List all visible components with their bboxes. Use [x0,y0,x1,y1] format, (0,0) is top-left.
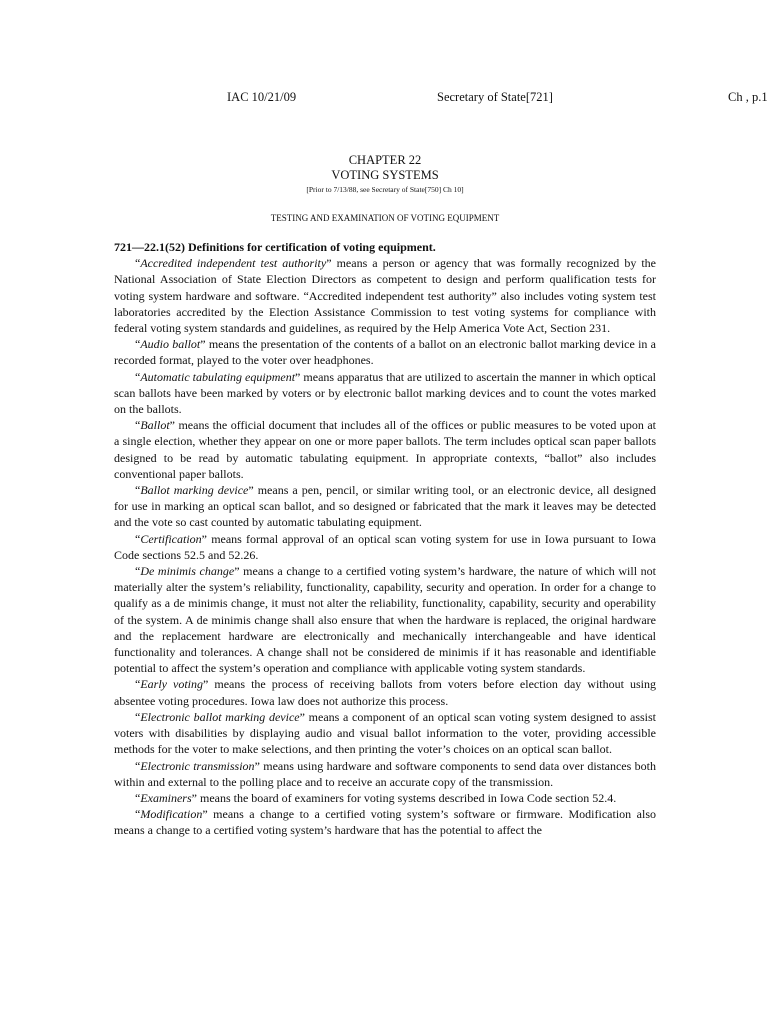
definition-term: Audio ballot [140,337,201,352]
definition-paragraph: “Ballot marking device” means a pen, pencil, or similar writing tool, or an electronic device, all designed for use in marking an optical scan ballot, and so designed or fabricated that the mark it leaves may be detected and the vote so cast counted by automatic tabulating equipment. [114,483,656,530]
definition-text: means the process of receiving ballots from voters before election day without using absentee voting procedures. Iowa law does not authorize this process. [114,677,657,708]
definition-term: Electronic ballot marking device [140,709,300,724]
running-header-agency: Secretary of State[721] [437,90,553,104]
chapter-history-note: [Prior to 7/13/88, see Secretary of State[750] Ch 10] [306,185,464,194]
definition-term: De minimis change [140,564,235,579]
definition-term: Ballot [140,418,170,433]
definition-paragraph: “Modification” means a change to a certified voting system’s software or firmware. Modification also means a change to a certified voting system’s hardware that has the potential to affect the [114,807,656,838]
definition-text: means a change to a certified voting system’s software or firmware. Modification also means a change to a certified voting system’s hardware that has the potential to affect the [114,807,656,838]
definition-text: means using hardware and software components to send data over distances both within and external to the polling place and to receive an accurate copy of the transmission. [114,758,656,789]
rule-title: 721—22.1(52) Definitions for certification of voting equipment. [114,240,436,254]
definition-term: Modification [140,807,203,822]
definition-text: means the presentation of the contents of a ballot on an electronic ballot marking device in a recorded format, played to the voter over headphones. [114,337,656,368]
section-heading: TESTING AND EXAMINATION OF VOTING EQUIPMENT [270,213,500,223]
definition-paragraph: “Electronic ballot marking device” means a component of an optical scan voting system designed to assist voters with disabilities by displaying audio and visual ballot information to the voter, providing accessible methods for the voter to make selections, and then printing the voter’s choices on an optical scan ballot. [114,709,657,757]
definition-text: means a pen, pencil, or similar writing tool, or an electronic device, all designed for use in marking an optical scan ballot, and so designed or fabricated that the mark it leaves may be detected and the vote so cast counted by automatic tabulating equipment. [114,483,656,530]
definition-term: Electronic transmission [140,758,255,773]
definition-paragraph: “Certification” means formal approval of an optical scan voting system for use in Iowa pursuant to Iowa Code sections 52.5 and 52.26. [114,531,656,562]
definition-text: means a component of an optical scan voting system designed to assist voters with disabilities by displaying audio and visual ballot information to the voter, providing accessible methods for the voter to make selections, and then printing the voter’s choices on an optical scan ballot. [114,709,657,757]
definition-text: means a change to a certified voting system’s hardware, the nature of which will not materially alter the system’s reliability, functionality, capability, security and operation. In order for a change to qualify as a de minimis change, it must not alter the reliability, functionality, capability, security and operability of the system. A de minimis change shall also ensure that when the hardware is replaced, the original hardware and the replacement hardware are electronically and mechanically interchangeable and have identical functionality and tolerances. A change shall not be considered de minimis if it has reasonable and identifiable potential to affect the system’s operation and compliance with applicable voting system standards. [114,564,657,676]
chapter-number: CHAPTER 22 [348,153,422,167]
definition-term: Accredited independent test authority [140,256,327,271]
definition-paragraph: “Automatic tabulating equipment” means apparatus that are utilized to ascertain the manner in which optical scan ballots have been marked by voters or by electronic ballot marking devices and to count the votes marked on the ballots. [114,369,656,417]
definition-text: means the official document that includes all of the offices or public measures to be voted upon at a single election, whether they appear on one or more paper ballots. The term includes optical scan paper ballots designed to be read by automatic tabulating equipment. In appropriate contexts, “ballot” also includes conventional paper ballots. [114,418,656,481]
running-header-date: IAC 10/21/09 [227,90,297,104]
definition-paragraph: “Ballot” means the official document that includes all of the offices or public measures to be voted upon at a single election, whether they appear on one or more paper ballots. The term includes optical scan paper ballots designed to be read by automatic tabulating equipment. In appropriate contexts, “ballot” also includes conventional paper ballots. [114,418,656,481]
definition-term: Examiners [140,790,192,805]
definition-text: means apparatus that are utilized to ascertain the manner in which optical scan ballots have been marked by voters or by electronic ballot marking devices and to count the votes marked on the ballots. [114,369,656,417]
definition-text: means a person or agency that was formally recognized by the National Association of State Election Directors as competent to design and perform qualification tests for voting system hardware and software. “Accredited independent test authority” also includes voting system test laboratories accredited by the Election Assistance Commission to test voting systems for compliance with federal voting system standards and guidelines, as required by the Help America Vote Act, Section 231. [114,256,656,336]
definition-paragraph: “Electronic transmission” means using hardware and software components to send data over distances both within and external to the polling place and to receive an accurate copy of the transmission. [114,758,656,789]
definition-text: means the board of examiners for voting systems described in Iowa Code section 52.4. [196,790,617,805]
definition-paragraph: “Accredited independent test authority” means a person or agency that was formally recognized by the National Association of State Election Directors as competent to design and perform qualification tests for voting system hardware and software. “Accredited independent test authority” also includes voting system test laboratories accredited by the Election Assistance Commission to test voting systems for compliance with federal voting system standards and guidelines, as required by the Help America Vote Act, Section 231. [114,256,656,336]
rule-body [114,239,656,839]
definition-paragraph: “Audio ballot” means the presentation of the contents of a ballot on an electronic ballot marking device in a recorded format, played to the voter over headphones. [114,337,656,368]
running-header-page: Ch , p.1 [728,90,768,104]
definition-text: means formal approval of an optical scan voting system for use in Iowa pursuant to Iowa Code sections 52.5 and 52.26. [114,531,656,562]
definition-paragraph: “Early voting” means the process of receiving ballots from voters before election day without using absentee voting procedures. Iowa law does not authorize this process. [114,677,657,708]
definition-paragraph: “De minimis change” means a change to a certified voting system’s hardware, the nature of which will not materially alter the system’s reliability, functionality, capability, security and operation. In order for a change to qualify as a de minimis change, it must not alter the reliability, functionality, capability, security and operability of the system. A de minimis change shall also ensure that when the hardware is replaced, the original hardware and the replacement hardware are electronically and mechanically interchangeable and have identical functionality and tolerances. A change shall not be considered de minimis if it has reasonable and identifiable potential to affect the system’s operation and compliance with applicable voting system standards. [114,564,657,676]
definition-term: Early voting [140,677,204,692]
definition-term: Automatic tabulating equipment [140,369,296,384]
definition-paragraph: “Examiners” means the board of examiners for voting systems described in Iowa Code section 52.4. [135,790,617,805]
definition-term: Certification [140,531,202,546]
chapter-title: VOTING SYSTEMS [331,168,439,182]
definition-term: Ballot marking device [140,483,249,498]
